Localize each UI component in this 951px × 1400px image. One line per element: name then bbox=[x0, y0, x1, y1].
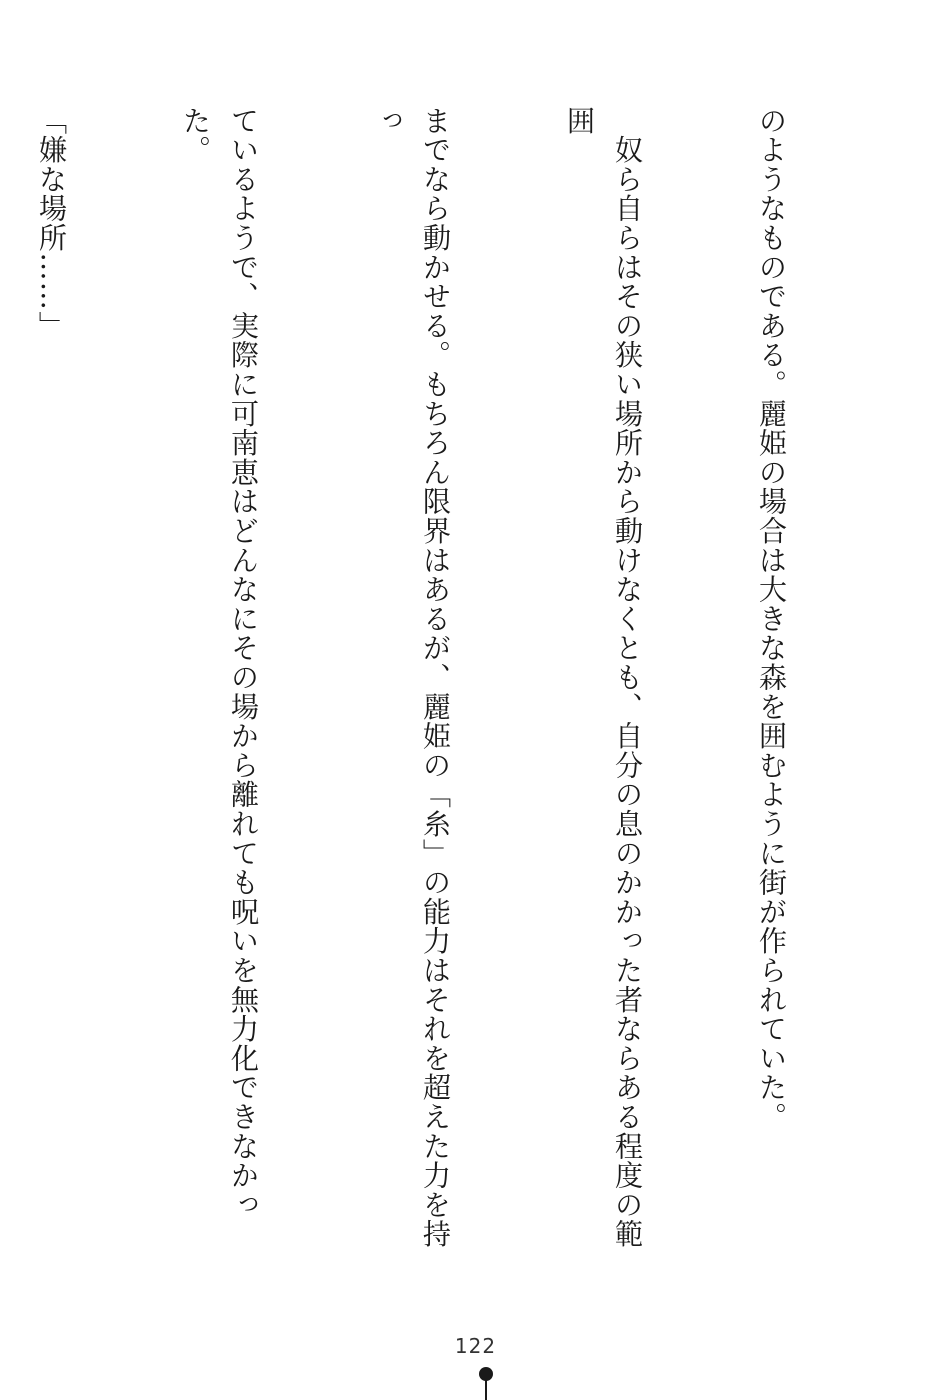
text-line: ているようで、実際に可南恵はどんなにその場から離れても呪いを無力化できなかった。 bbox=[179, 106, 260, 1220]
vertical-text-body bbox=[35, 106, 891, 1276]
text-line: のようなものである。麗姫の場合は大きな森を囲むように街が作られていた。 bbox=[755, 106, 788, 1132]
text-line: 奴ら自らはその狭い場所から動けなくとも、自分の息のかかった者ならある程度の範囲 bbox=[563, 106, 644, 1249]
page-marker-icon bbox=[477, 1366, 495, 1400]
page-number: 122 bbox=[454, 1334, 497, 1358]
text-line: までなら動かせる。もちろん限界はあるが、麗姫の「糸」の能力はそれを超えた力を持っ bbox=[371, 106, 452, 1249]
text-line: 「嫌な場所……」 bbox=[35, 106, 68, 341]
